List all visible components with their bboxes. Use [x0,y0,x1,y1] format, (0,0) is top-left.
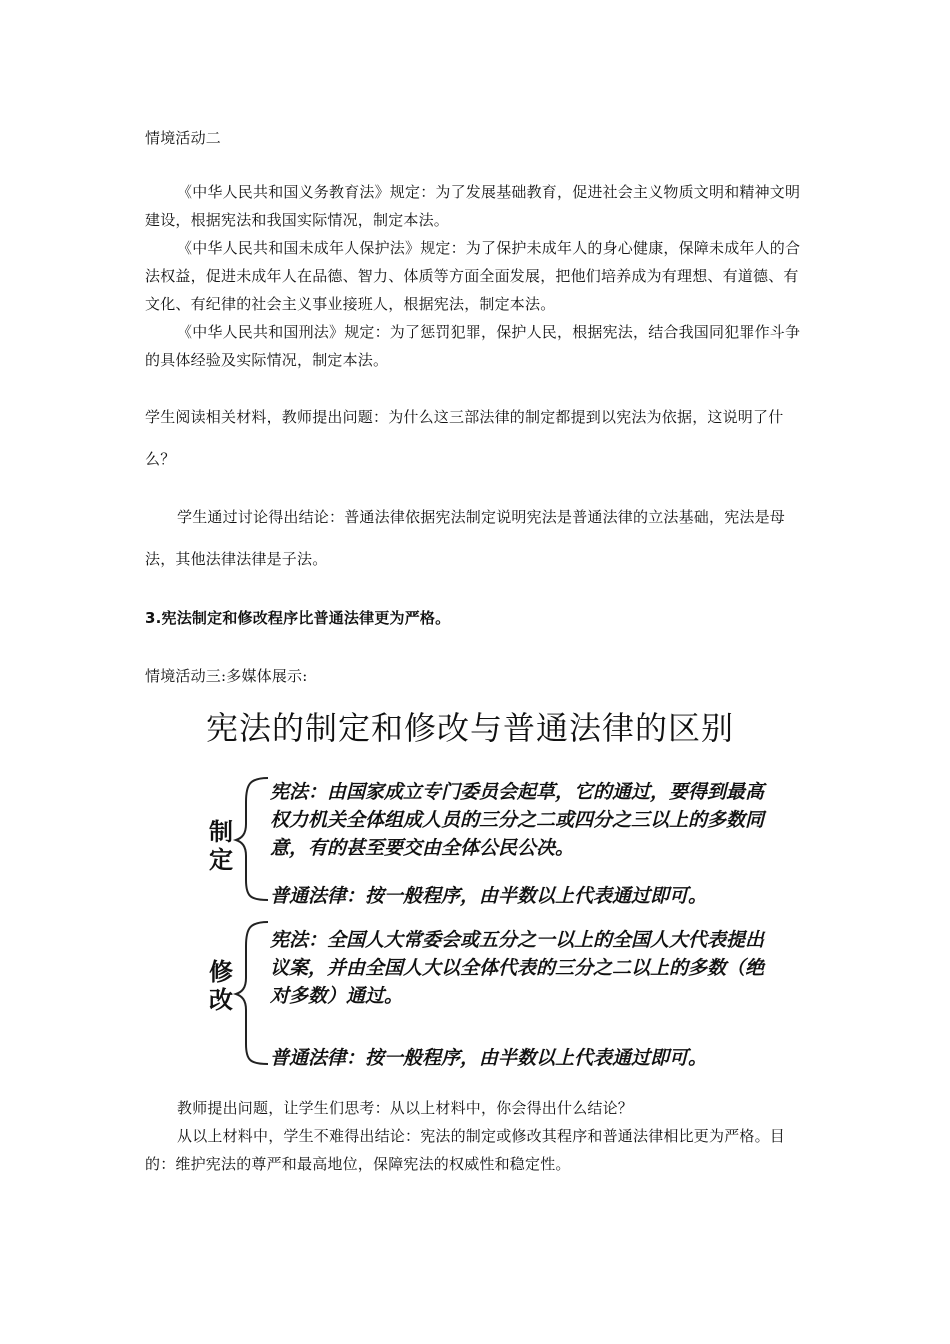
student-conclusion-paragraph: 学生通过讨论得出结论：普通法律依据宪法制定说明宪法是普通法律的立法基础，宪法是母法，其他法律法律是子法。 [145,508,786,568]
amend-ordinary-law-text: 普通法律：按一般程序，由半数以上代表通过即可。 [270,1047,708,1069]
activity2-heading: 情境活动二 [145,129,222,147]
amend-label: 修改 [209,958,233,1014]
amend-constitution-text: 宪法：全国人大常委会或五分之一以上的全国人大代表提出议案，并由全国人大以全体代表的三分之二以上的多数（绝对多数）通过。 [270,929,765,1007]
slide-title: 宪法的制定和修改与普通法律的区别 [206,709,735,747]
law-paragraph-criminal: 《中华人民共和国刑法》规定：为了惩罚犯罪，保护人民，根据宪法，结合我国同犯罪作斗争的具体经验及实际情况，制定本法。 [145,323,801,369]
law-paragraph-education: 《中华人民共和国义务教育法》规定：为了发展基础教育，促进社会主义物质文明和精神文明建设，根据宪法和我国实际情况，制定本法。 [145,183,801,229]
final-conclusion-paragraph: 从以上材料中，学生不难得出结论：宪法的制定或修改其程序和普通法律相比更为严格。目的：维护宪法的尊严和最高地位，保障宪法的权威性和稳定性。 [145,1127,786,1173]
law-paragraph-minors: 《中华人民共和国未成年人保护法》规定：为了保护未成年人的身心健康，保障未成年人的合法权益，促进未成年人在品德、智力、体质等方面全面发展，把他们培养成为有理想、有道德、有文化、有纪律的社会主义事业接班人，根据宪法，制定本法。 [145,239,801,313]
enact-label: 制定 [209,818,233,874]
section-3-heading: 3.宪法制定和修改程序比普通法律更为严格。 [145,609,451,627]
multimedia-slide-image [196,700,786,1082]
teacher-prompt-paragraph: 教师提出问题，让学生们思考：从以上材料中，你会得出什么结论？ [177,1099,634,1117]
teacher-question-paragraph: 学生阅读相关材料，教师提出问题：为什么这三部法律的制定都提到以宪法为依据，这说明了什么？ [145,408,784,468]
amend-brace-icon [232,918,272,1068]
enact-brace-icon [232,774,272,904]
activity3-heading: 情境活动三:多媒体展示: [145,667,308,685]
enact-constitution-text: 宪法：由国家成立专门委员会起草，它的通过，要得到最高权力机关全体组成人员的三分之二或四分之三以上的多数同意，有的甚至要交由全体公民公决。 [270,781,765,859]
enact-ordinary-law-text: 普通法律：按一般程序，由半数以上代表通过即可。 [270,885,708,907]
